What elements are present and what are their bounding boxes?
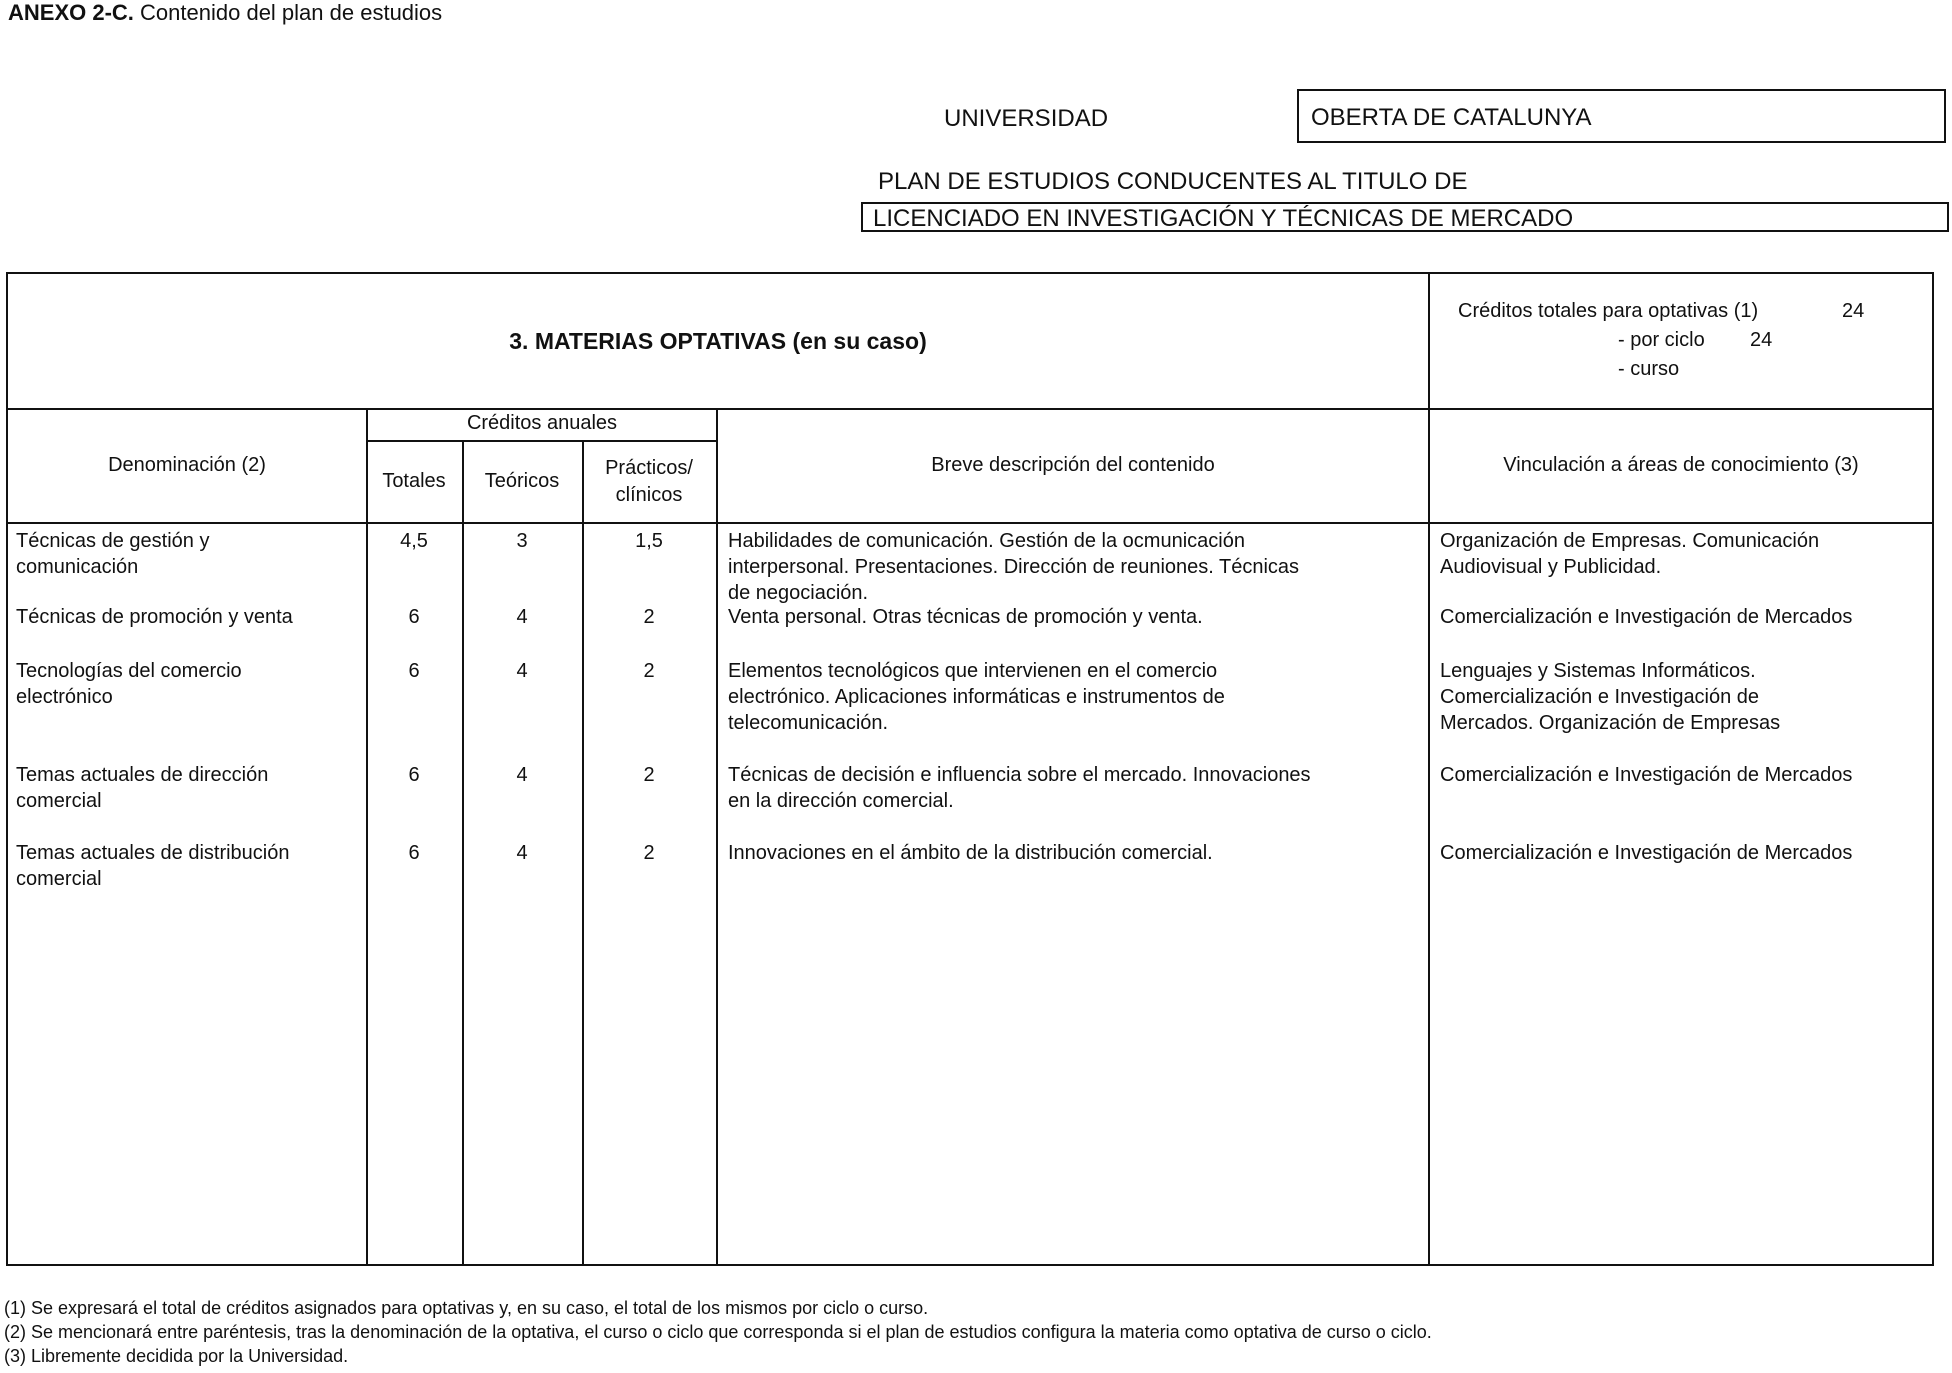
row-name: Técnicas de promoción y venta bbox=[16, 606, 293, 628]
footnote-3: (3) Libremente decidida por la Universidad. bbox=[4, 1346, 349, 1366]
row-area: Comercialización e Investigación de Mercados bbox=[1440, 842, 1853, 864]
annex-title bbox=[8, 0, 442, 26]
row-description: Venta personal. Otras técnicas de promoción y venta. bbox=[728, 606, 1203, 628]
credits-total-label: Créditos totales para optativas (1) bbox=[1458, 300, 1759, 322]
header-teoricos: Teóricos bbox=[484, 470, 560, 492]
row-name: Técnicas de gestión y comunicación bbox=[16, 530, 210, 578]
row-practicos: 2 bbox=[643, 660, 655, 682]
column-header-divider bbox=[8, 522, 1932, 524]
row-practicos: 2 bbox=[643, 764, 655, 786]
row-name: Tecnologías del comercio electrónico bbox=[16, 660, 242, 708]
university-box bbox=[1297, 89, 1946, 143]
annex-number: ANEXO 2-C. bbox=[8, 0, 134, 25]
row-teoricos: 4 bbox=[516, 764, 528, 786]
row-area: Organización de Empresas. Comunicación Audiovisual y Publicidad. bbox=[1440, 530, 1820, 578]
row-description: Técnicas de decisión e influencia sobre el mercado. Innovaciones en la dirección comercial. bbox=[728, 764, 1311, 812]
row-totales: 4,5 bbox=[400, 530, 428, 552]
row-teoricos: 4 bbox=[516, 606, 528, 628]
degree-box bbox=[861, 202, 1949, 232]
row-totales: 6 bbox=[408, 764, 420, 786]
row-practicos: 1,5 bbox=[635, 530, 663, 552]
section-title: 3. MATERIAS OPTATIVAS (en su caso) bbox=[509, 328, 927, 354]
row-name: Temas actuales de dirección comercial bbox=[16, 764, 269, 812]
row-name: Temas actuales de distribución comercial bbox=[16, 842, 290, 890]
footnote-1: (1) Se expresará el total de créditos asignados para optativas y, en su caso, el total de los mismos por ciclo o curso. bbox=[4, 1298, 929, 1318]
row-description: Habilidades de comunicación. Gestión de la ocmunicación interpersonal. Presentaciones. Dirección de reuniones. Técnicas de negociación. bbox=[728, 530, 1300, 604]
row-area: Lenguajes y Sistemas Informáticos. Comercialización e Investigación de Mercados. Organización de Empresas bbox=[1440, 660, 1781, 734]
annex-subtitle: Contenido del plan de estudios bbox=[140, 0, 443, 25]
university-label: UNIVERSIDAD bbox=[944, 105, 1109, 132]
header-vinculacion: Vinculación a áreas de conocimiento (3) bbox=[1503, 454, 1859, 476]
degree-value: LICENCIADO EN INVESTIGACIÓN Y TÉCNICAS DE MERCADO bbox=[873, 205, 1574, 232]
section-header-divider bbox=[8, 408, 1932, 410]
university-value: OBERTA DE CATALUNYA bbox=[1311, 104, 1592, 131]
footnote-2: (2) Se mencionará entre paréntesis, tras la denominación de la optativa, el curso o ciclo que corresponda si el plan de estudios configura la materia como optativa de curso o ciclo. bbox=[4, 1322, 1432, 1342]
per-cycle-value: 24 bbox=[1750, 329, 1773, 351]
plan-label: PLAN DE ESTUDIOS CONDUCENTES AL TITULO DE bbox=[878, 168, 1468, 195]
row-teoricos: 3 bbox=[516, 530, 528, 552]
row-practicos: 2 bbox=[643, 842, 655, 864]
course-label: - curso bbox=[1618, 358, 1680, 380]
row-area: Comercialización e Investigación de Mercados bbox=[1440, 606, 1853, 628]
row-totales: 6 bbox=[408, 606, 420, 628]
row-teoricos: 4 bbox=[516, 842, 528, 864]
row-teoricos: 4 bbox=[516, 660, 528, 682]
credits-subheader-divider bbox=[366, 440, 718, 442]
header-practicos-line2: clínicos bbox=[615, 484, 683, 506]
row-description: Elementos tecnológicos que intervienen en el comercio electrónico. Aplicaciones informáticas e instrumentos de telecomunicación. bbox=[728, 660, 1225, 734]
header-denominacion: Denominación (2) bbox=[108, 454, 266, 476]
header-practicos-line1: Prácticos/ bbox=[605, 457, 693, 479]
row-area: Comercialización e Investigación de Mercados bbox=[1440, 764, 1853, 786]
header-totales: Totales bbox=[382, 470, 446, 492]
optional-subjects-table bbox=[6, 272, 1934, 1266]
credits-column-divider bbox=[716, 408, 718, 1264]
row-practicos: 2 bbox=[643, 606, 655, 628]
row-totales: 6 bbox=[408, 842, 420, 864]
header-descripcion: Breve descripción del contenido bbox=[931, 454, 1215, 476]
credits-total-value: 24 bbox=[1842, 300, 1865, 322]
area-column-divider bbox=[1428, 274, 1430, 1264]
per-cycle-label: - por ciclo bbox=[1618, 329, 1705, 351]
row-description: Innovaciones en el ámbito de la distribución comercial. bbox=[728, 842, 1213, 864]
row-totales: 6 bbox=[408, 660, 420, 682]
header-creditos-anuales: Créditos anuales bbox=[466, 412, 618, 434]
